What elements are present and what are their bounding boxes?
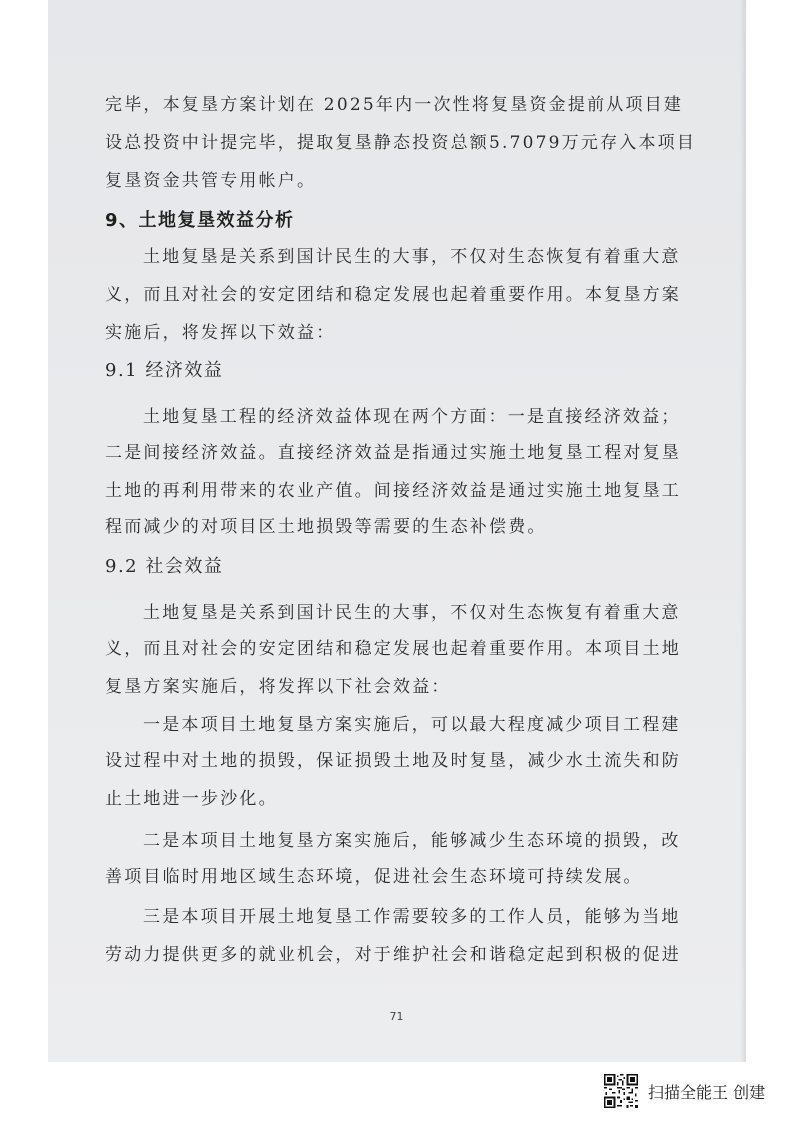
paragraph-line: 义，而且对社会的安定团结和稳定发展也起着重要作用。本项目土地 xyxy=(105,639,681,659)
watermark-text: 扫描全能王 创建 xyxy=(648,1082,766,1102)
paragraph-line: 善项目临时用地区域生态环境，促进社会生态环境可持续发展。 xyxy=(105,867,643,887)
paragraph-line: 义，而且对社会的安定团结和稳定发展也起着重要作用。本复垦方案 xyxy=(105,285,681,305)
paragraph-line: 土地复垦是关系到国计民生的大事，不仅对生态恢复有着重大意 xyxy=(143,603,681,623)
section-heading: 9、土地复垦效益分析 xyxy=(105,210,295,231)
paragraph-line: 三是本项目开展土地复垦工作需要较多的工作人员，能够为当地 xyxy=(143,907,681,927)
paragraph-line: 设过程中对土地的损毁，保证损毁土地及时复垦，减少水土流失和防 xyxy=(105,751,681,771)
paragraph-line: 一是本项目土地复垦方案实施后，可以最大程度减少项目工程建 xyxy=(143,715,681,735)
paragraph-line: 土地复垦工程的经济效益体现在两个方面：一是直接经济效益； xyxy=(143,407,681,427)
page-number: 71 xyxy=(389,1010,404,1023)
paragraph-line: 复垦资金共管专用帐户。 xyxy=(105,171,317,191)
subsection-heading: 9.1 经济效益 xyxy=(105,360,224,381)
paragraph-line: 复垦方案实施后，将发挥以下社会效益： xyxy=(105,677,451,697)
qr-code-icon xyxy=(604,1074,638,1108)
paragraph-line: 设总投资中计提完毕，提取复垦静态投资总额5.7079万元存入本项目 xyxy=(105,133,697,153)
subsection-heading: 9.2 社会效益 xyxy=(105,556,224,577)
paragraph-line: 劳动力提供更多的就业机会，对于维护社会和谐稳定起到积极的促进 xyxy=(105,945,681,965)
paragraph-line: 土地的再利用带来的农业产值。间接经济效益是通过实施土地复垦工 xyxy=(105,481,681,501)
paragraph-line: 止土地进一步沙化。 xyxy=(105,789,278,809)
paragraph-line: 土地复垦是关系到国计民生的大事，不仅对生态恢复有着重大意 xyxy=(143,247,681,267)
scanner-watermark xyxy=(604,1072,765,1110)
paragraph-line: 程而减少的对项目区土地损毁等需要的生态补偿费。 xyxy=(105,517,547,537)
paragraph-line: 实施后，将发挥以下效益： xyxy=(105,323,336,343)
paragraph-line: 二是间接经济效益。直接经济效益是指通过实施土地复垦工程对复垦 xyxy=(105,443,681,463)
paragraph-line: 完毕，本复垦方案计划在 2025年内一次性将复垦资金提前从项目建 xyxy=(105,95,684,115)
paragraph-line: 二是本项目土地复垦方案实施后，能够减少生态环境的损毁，改 xyxy=(143,831,681,851)
